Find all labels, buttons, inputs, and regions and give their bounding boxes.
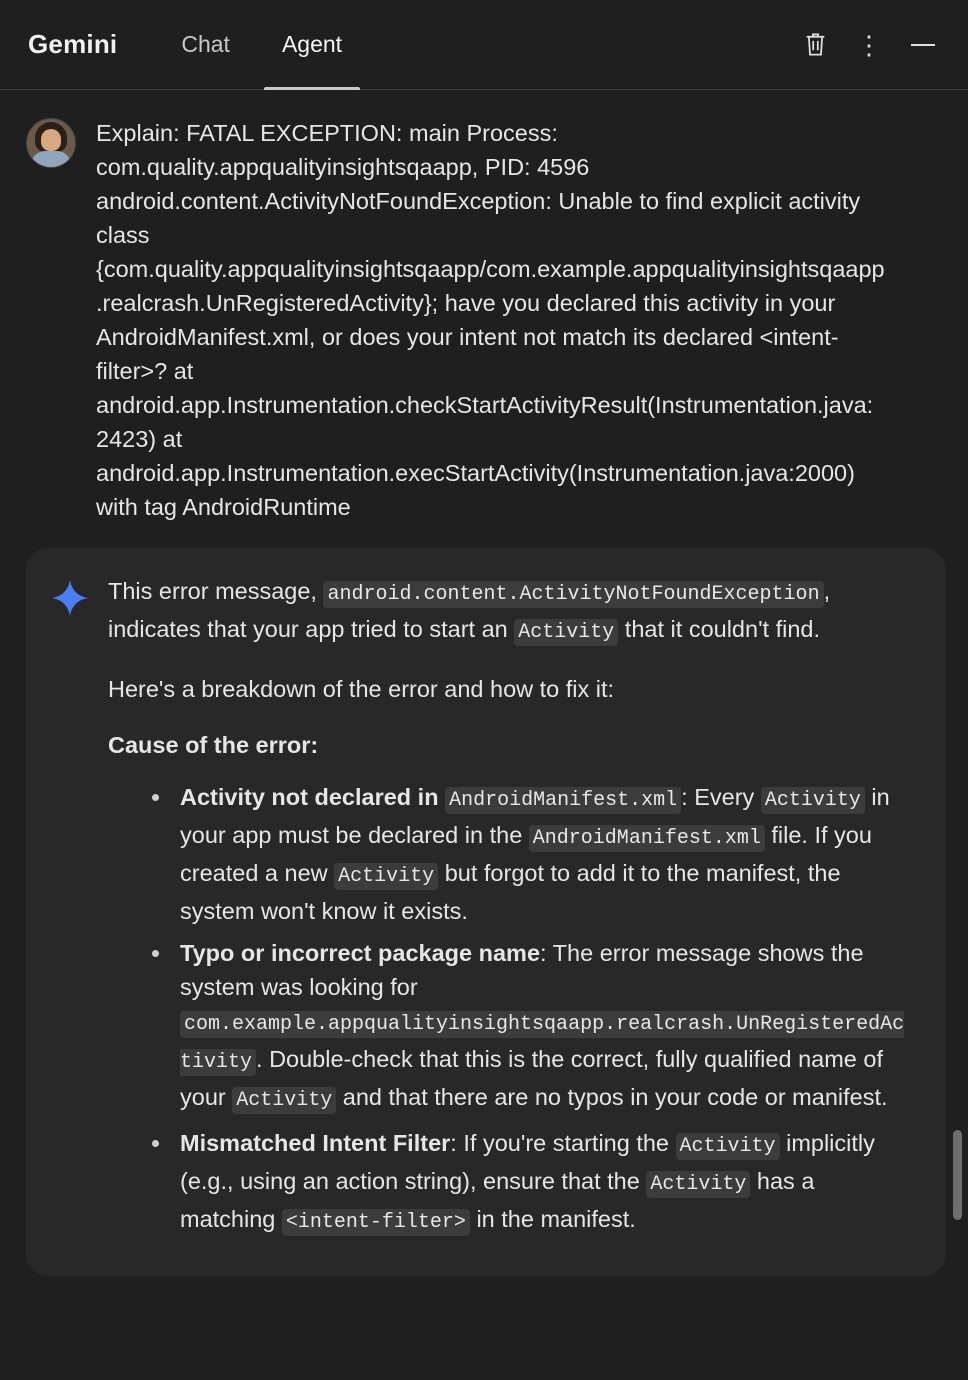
bullet-3-c2: Activity [646,1171,750,1198]
user-message-text: Explain: FATAL EXCEPTION: main Process: com.quality.appqualityinsightsqaapp, PID: 4596 android.content.ActivityNotFoundException: Unable to find explicit activity class {com.quality.appqualityinsightsqaapp/com.example.appqualityinsightsqaapp.realcrash.UnRegisteredActivity}; have you declared this activity in your AndroidManifest.xml, or does your intent not match its declared <intent-filter>? at android.app.Instrumentation.checkStartActivityResult(Instrumentation.java:2423) at android.app.Instrumentation.execStartActivity(Instrumentation.java:2000) with tag AndroidRuntime [96,120,885,520]
code-activity-1: Activity [514,619,618,646]
bullet-2-s1: : The error message shows the system was looking for [180,940,864,1000]
cause-heading: Cause of the error: [108,732,319,758]
bullet-2-c2: Activity [232,1087,336,1114]
bullet-1-lead-code: AndroidManifest.xml [445,787,681,814]
bullet-3-s2: implicitly (e.g., using an action string), ensure that the [180,1130,875,1194]
gemini-sparkle-icon [50,578,90,618]
scrollbar[interactable] [952,90,962,1379]
cause-list [108,780,916,1240]
bullet-1-s3: file. If you created a new [180,822,872,886]
user-message [0,116,968,524]
bullet-1-c3: Activity [334,863,438,890]
app-title: Gemini [28,29,118,59]
bullet-2-s3: and that there are no typos in your code or manifest. [336,1084,888,1110]
assistant-breakdown-line: Here's a breakdown of the error and how to fix it: [108,676,615,702]
more-glyph: ⋮ [856,29,882,60]
minimize-icon[interactable] [900,22,946,68]
bullet-2-lead: Typo or incorrect package name [180,940,541,966]
bullet-1-s1: : Every [681,784,761,810]
code-exception-name: android.content.ActivityNotFoundException [323,581,823,608]
scrollbar-thumb[interactable] [953,1130,962,1220]
bullet-3-c3: <intent-filter> [282,1209,470,1236]
assistant-intro [108,574,916,650]
bullet-1-lead: Activity not declared in [180,784,446,810]
intro-part-2: , indicates that your app tried to start an [108,578,831,642]
window-header [0,0,968,90]
conversation-panel [0,90,968,1379]
bullet-1-s4: but forgot to add it to the manifest, the system won't know it exists. [180,860,841,924]
tab-chat[interactable]: Chat [181,31,230,57]
minimize-bar [911,44,935,46]
bullet-1-c1: Activity [761,787,865,814]
trash-icon[interactable] [792,22,838,68]
more-vertical-icon[interactable] [846,22,892,68]
bullet-1-s2: in your app must be declared in the [180,784,890,848]
list-item [146,1126,916,1240]
list-item [146,936,916,1118]
user-avatar [26,118,76,168]
bullet-3-s1: : If you're starting the [450,1130,676,1156]
bullet-3-c1: Activity [676,1133,780,1160]
intro-part-3: that it couldn't find. [618,616,821,642]
bullet-3-s3: has a matching [180,1168,815,1232]
bullet-3-lead: Mismatched Intent Filter [180,1130,451,1156]
bullet-2-s2: . Double-check that this is the correct, fully qualified name of your [180,1046,883,1110]
tab-agent[interactable]: Agent [256,0,368,90]
bullet-2-c1: com.example.appqualityinsightsqaapp.realcrash.UnRegisteredActivity [180,1013,905,1074]
assistant-message-body [108,574,916,1248]
bullet-3-s4: in the manifest. [469,1206,636,1232]
bullet-1-c2: AndroidManifest.xml [529,825,765,852]
list-item [146,780,916,928]
tab-bar [155,0,368,90]
header-actions [792,22,946,68]
assistant-message [26,548,946,1276]
intro-part-1: This error message, [108,578,324,604]
